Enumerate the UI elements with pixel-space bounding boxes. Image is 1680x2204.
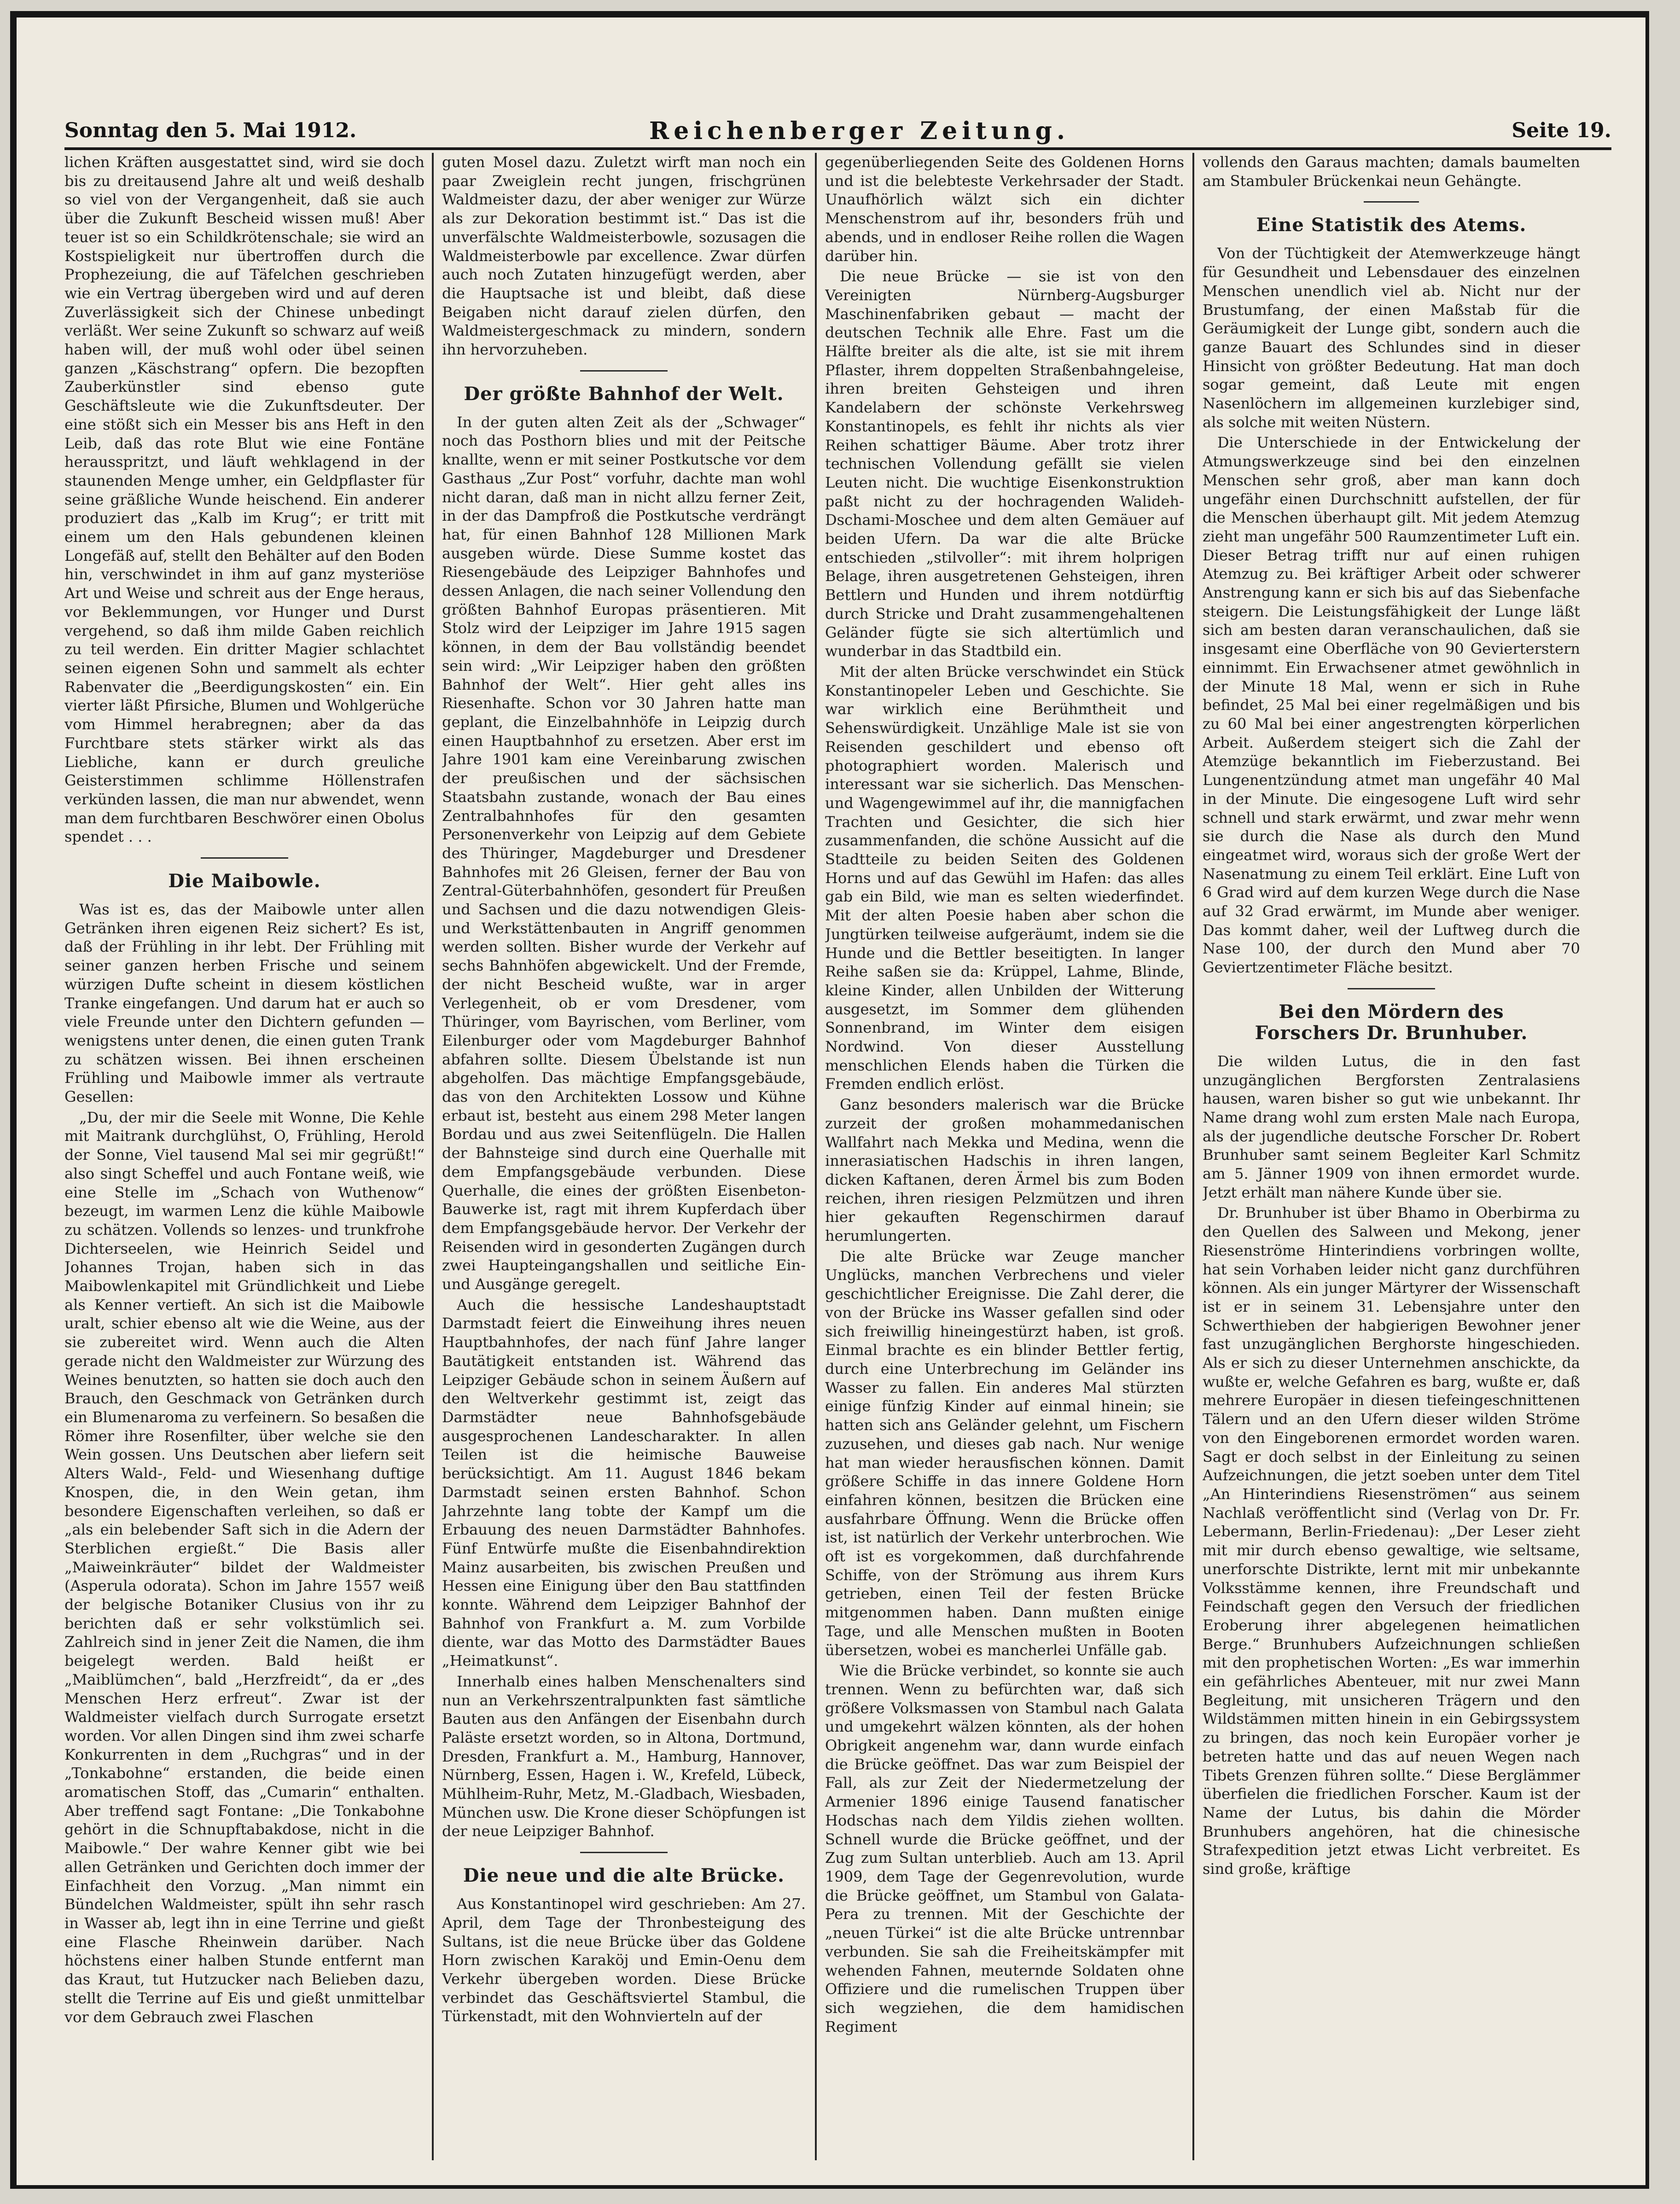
column-1 [64, 153, 424, 2160]
header-date: Sonntag den 5. Mai 1912. [64, 119, 357, 142]
article-text: Mit der alten Brücke verschwindet ein Stück Konstantinopeler Leben und Geschichte. Sie war wirklich eine Berühmtheit und Sehenswürdigkeit. Unzählige Male ist sie von Reisenden geschildert und ebenso oft photographiert worden. Malerisch und interessant war sie sicherlich. Das Menschen- und Wagengewimmel auf ihr, die mannigfachen Trachten und Gesichter, die sich hier zusammenfanden, die schöne Aussicht auf die Stadtteile zu beiden Seiten des Goldenen Horns und auf das Gewühl im Hafen: das alles gab ein Bild, wie man es selten wiederfindet. Mit der alten Poesie haben aber schon die Jungtürken teilweise aufgeräumt, indem sie die Hunde und die Bettler beseitigten. In langer Reihe saßen sie da: Krüppel, Lahme, Blinde, kleine Kinder, allen Unbilden der Witterung ausgesetzt, im Sommer dem glühenden Sonnenbrand, im Winter dem eisigen Nordwind. Von dieser Ausstellung menschlichen Elends haben die Türken die Fremden endlich erlöst. [825, 663, 1184, 1093]
column-4 [1203, 153, 1580, 2160]
article-text: Von der Tüchtigkeit der Atemwerkzeuge hängt für Gesundheit und Lebensdauer des einzelnen Menschen unendlich viel ab. Nicht nur der Brustumfang, der einen Maßstab für die Geräumigkeit der Lunge gibt, sondern auch die ganze Bauart des Schlundes sind in dieser Hinsicht von größter Bedeutung. Hat man doch sogar gemeint, daß Leute mit engen Nasenlöchern im allgemeinen kurzlebiger sind, als solche mit weiten Nüstern. [1203, 244, 1580, 431]
page-number: Seite 19. [1511, 119, 1611, 142]
masthead-title: Reichenberger Zeitung. [649, 117, 1070, 145]
column-3 [825, 153, 1184, 2160]
article-text: Innerhalb eines halben Menschenalters sind nun an Verkehrszentralpunkten fast sämtliche Bauten aus den Anfängen der Eisenbahn durch Paläste ersetzt worden, so in Altona, Dortmund, Dresden, Frankfurt a. M., Hamburg, Hannover, Nürnberg, Essen, Hagen i. W., Krefeld, Lübeck, Mühlheim-Ruhr, Metz, M.-Gladbach, Wiesbaden, München usw. Die Krone dieser Schöpfungen ist der neue Leipziger Bahnhof. [442, 1672, 806, 1840]
article-text: Die alte Brücke war Zeuge mancher Unglücks, manchen Verbrechens und vieler geschichtlicher Ereignisse. Die Zahl derer, die von der Brücke ins Wasser gefallen sind oder sich freiwillig hineingestürzt haben, ist groß. Einmal brachte es ein blinder Bettler fertig, durch eine Unterbrechung im Geländer ins Wasser zu fallen. Ein anderes Mal stürzten einige fünfzig Kinder auf einmal hinein; sie hatten sich ans Geländer gelehnt, um Fischern zuzusehen, und dieses gab nach. Nur wenige hat man wieder herausfischen können. Damit größere Schiffe in das innere Goldene Horn einfahren können, besitzen die Brücken eine ausfahrbare Öffnung. Wenn die Brücke offen ist, ist natürlich der Verkehr unterbrochen. Wie oft ist es vorgekommen, daß durchfahrende Schiffe, von der Strömung aus ihrem Kurs getrieben, einen Teil der festen Brücke mitgenommen haben. Dann mußten einige Tage, und alle Menschen mußten in Booten übersetzen, wobei es mancherlei Unfälle gab. [825, 1247, 1184, 1659]
article-text: Die neue Brücke — sie ist von den Vereinigten Nürnberg-Augsburger Maschinenfabriken gebaut — macht der deutschen Technik alle Ehre. Fast um die Hälfte breiter als die alte, ist sie mit ihrem Pflaster, ihrem doppelten Straßenbahngeleise, ihren breiten Gehsteigen und ihren Kandelabern der schönste Verkehrsweg Konstantinopels, es fehlt ihr nichts als vier Reihen schattiger Bäume. Aber trotz ihrer technischen Vollendung gefällt sie vielen Leuten nicht. Die wuchtige Eisenkonstruktion paßt nicht zu der hochragenden Walideh-Dschami-Moschee und dem alten Gemäuer auf beiden Ufern. Da war die alte Brücke entschieden „stilvoller“: mit ihrem holprigen Belage, ihren ausgetretenen Gehsteigen, ihren Bettlern und Hunden und ihrem notdürftig durch Stricke und Draht zusammengehaltenen Geländer fügte sie sich altertümlich und wunderbar in das Stadtbild ein. [825, 268, 1184, 660]
column-rule [815, 153, 817, 2160]
column-2 [442, 153, 806, 2160]
section-separator [1348, 988, 1435, 989]
article-title-brunhuber [1203, 1001, 1580, 1044]
article-text: In der guten alten Zeit als der „Schwager“ noch das Posthorn blies und mit der Peitsche knallte, wenn er mit seiner Postkutsche vor dem Gasthaus „Zur Post“ vorfuhr, dachte man wohl nicht daran, daß man in nicht allzu ferner Zeit, in der das Dampfroß die Postkutsche verdrängt hat, für einen Bahnhof 128 Millionen Mark ausgeben würde. Diese Summe kostet das Riesengebäude des Leipziger Bahnhofes und dessen Anlagen, die nach seiner Vollendung den größten Bahnhof Europas präsentieren. Mit Stolz wird der Leipziger im Jahre 1915 sagen können, in dem der Bau vollständig beendet sein wird: „Wir Leipziger haben den größten Bahnhof der Welt“. Hier geht alles ins Riesenhafte. Schon vor 30 Jahren hatte man geplant, die Einzelbahnhöfe in Leipzig durch einen Hauptbahnhof zu ersetzen. Aber erst im Jahre 1901 kam eine Vereinbarung zwischen der preußischen und der sächsischen Staatsbahn zustande, wonach der Bau eines Zentralbahnhofes für den gesamten Personenverkehr von Leipzig auf dem Gebiete des Thüringer, Magdeburger und Dresdener Bahnhofes mit 26 Gleisen, ferner der Bau von Zentral-Güterbahnhöfen, gesondert für Preußen und Sachsen und die dazu notwendigen Gleis- und Werkstättenbauten in Angriff genommen werden sollten. Bisher wurde der Verkehr auf sechs Bahnhöfen abgewickelt. Und der Fremde, der nicht Bescheid wußte, war in arger Verlegenheit, ob er vom Dresdener, vom Thüringer, vom Bayrischen, vom Berliner, vom Eilenburger oder vom Magdeburger Bahnhof abfahren sollte. Diesem Übelstande ist nun abgeholfen. Das mächtige Empfangsgebäude, das von den Architekten Lossow und Kühne erbaut ist, besteht aus einem 298 Meter langen Bordau und aus zwei Seitenflügeln. Die Hallen der Bahnsteige sind durch eine Querhalle mit dem Empfangsgebäude verbunden. Diese Querhalle, die eines der größten Eisenbeton-Bauwerke ist, ragt mit ihrem Kupferdach über dem Empfangsgebäude hervor. Der Verkehr der Reisenden wird in gesonderten Zugängen durch zwei Haupteingangshallen und seitliche Ein- und Ausgänge geregelt. [442, 413, 806, 1293]
article-title-atem: Eine Statistik des Atems. [1256, 214, 1527, 236]
article-text: Wie die Brücke verbindet, so konnte sie auch trennen. Wenn zu befürchten war, daß sich größere Volksmassen von Stambul nach Galata und umgekehrt wälzen könnten, als der hohen Obrigkeit angenehm war, dann wurde einfach die Brücke geöffnet. Das war zum Beispiel der Fall, als zur Zeit der Niedermetzelung der Armenier 1896 einige Tausend fanatischer Hodschas nach dem Yildis ziehen wollten. Schnell wurde die Brücke geöffnet, und der Zug zum Sultan unterblieb. Auch am 13. April 1909, dem Tage der Gegenrevolution, wurde die Brücke geöffnet, um Stambul von Galata-Pera zu trennen. Mit der Geschichte der „neuen Türkei“ ist die alte Brücke untrennbar verbunden. Sie sah die Freiheitskämpfer mit wehenden Fahnen, meuternde Soldaten ohne Offiziere und die rumelischen Truppen über sich wegziehen, die dem hamidischen Regiment [825, 1662, 1184, 2035]
column-rule [432, 153, 434, 2160]
section-separator [201, 857, 288, 859]
article-title-bahnhof: Der größte Bahnhof der Welt. [464, 383, 784, 405]
article-text: Dr. Brunhuber ist über Bhamo in Oberbirma zu den Quellen des Salween und Mekong, jener Riesenströme Hinterindiens vorbringen wollte, hat sein Vorhaben leider nicht ganz durchführen können. Als ein junger Märtyrer der Wissenschaft ist er in seinem 31. Lebensjahre unter den Schwerthieben der habgierigen Bewohner jener fast unzugänglichen Berghorste hingeschieden. Als er sich zu dieser Unternehmen anschickte, da wußte er, welche Gefahren es barg, wußte er, daß mehrere Europäer in diesen tiefeingeschnittenen Tälern und an den Ufern dieser wilden Ströme von den Eingeborenen ermordet worden waren. Sagt er doch selbst in der Einleitung zu seinen Aufzeichnungen, die jetzt soeben unter dem Titel „An Hinterindiens Riesenströmen“ aus seinem Nachlaß veröffentlicht sind (Verlag von Dr. Fr. Lebermann, Berlin-Friedenau): „Der Leser zieht mit mir durch ebenso gewaltige, wie seltsame, unerforschte Distrikte, lernt mit mir unbekannte Volksstämme kennen, ihre Freundschaft und Feindschaft gegen den Versuch der friedlichen Eroberung ihrer abgelegenen heimatlichen Berge.“ Brunhubers Aufzeichnungen schließen mit den prophetischen Worten: „Es war immerhin ein gefährliches Abenteuer, mit nur zwei Mann Begleitung, mit unsicheren Trägern und den Wildstämmen mitten hinein in ein Gebirgssystem zu bringen, das noch kein Europäer vorher je betreten hatte und das auf neuen Wegen nach Tibets Grenzen führen sollte.“ Diese Berglämmer überfielen die friedlichen Forscher. Kaum ist der Name der Lutus, bis dahin die Mörder Brunhubers angehören, hat die chinesische Strafexpedition jetzt etwas Licht verbreitet. Es sind große, kräftige [1203, 1204, 1580, 1878]
article-text: „Du, der mir die Seele mit Wonne, Die Kehle mit Maitrank durchglühst, O, Frühling, Herold der Sonne, Viel tausend Mal sei mir gegrüßt!“ also singt Scheffel und auch Fontane weiß, wie eine Stelle im „Schach von Wuthenow“ bezeugt, im warmen Lenz die kühle Maibowle zu schätzen. Vollends so lenzes- und trunkfrohe Dichterseelen, wie Heinrich Seidel und Johannes Trojan, haben sich in das Maibowlenkapitel mit Gründlichkeit und Liebe als Kenner vertieft. An sich ist die Maibowle uralt, schier ebenso alt wie die Weine, aus der sie zubereitet wird. Wenn auch die Alten gerade nicht den Waldmeister zur Würzung des Weines benutzten, so hatten sie doch auch den Brauch, den Geschmack von Getränken durch ein Blumenaroma zu verfeinern. So besaßen die Römer ihre Rosenfilter, über welche sie den Wein gossen. Uns Deutschen aber liefern seit Alters Wald-, Feld- und Wiesenhang duftige Knospen, die, in den Wein getan, ihm besondere Eigenschaften verleihen, so daß er „als ein belebender Saft sich in die Adern der Sterblichen ergießt.“ Die Basis aller „Maiweinkräuter“ bildet der Waldmeister (Asperula odorata). Schon im Jahre 1557 weiß der belgische Botaniker Clusius von ihr zu berichten daß er sehr volkstümlich sei. Zahlreich sind in jener Zeit die Namen, die ihm beigelegt werden. Bald heißt er „Maiblümchen“, bald „Herzfreidt“, da er „des Menschen Herz erfreut“. Zwar ist der Waldmeister vielfach durch Surrogate ersetzt worden. Vor allen Dingen sind ihm zwei scharfe Konkurrenten in dem „Ruchgras“ und in der „Tonkabohne“ erstanden, die beide einen aromatischen Stoff, das „Cumarin“ enthalten. Aber treffend sagt Fontane: „Die Tonkabohne gehört in die Schnupftabakdose, nicht in die Maibowle.“ Der wahre Kenner gibt wie bei allen Getränken und Gerichten doch immer der Einfachheit den Vorzug. „Man nimmt ein Bündelchen Waldmeister, spült ihn sehr rasch in Wasser ab, legt ihn in eine Terrine und gießt eine Flasche Rheinwein darüber. Nach höchstens einer halben Stunde entfernt man das Kraut, tut Hutzucker nach Belieben dazu, stellt die Terrine auf Eis und gießt unmittelbar vor dem Gebrauch zwei Flaschen [64, 1108, 424, 2026]
section-separator [580, 370, 668, 372]
article-title-bruecke: Die neue und die alte Brücke. [463, 1865, 785, 1887]
section-separator [580, 1852, 668, 1853]
article-text: Die Unterschiede in der Entwickelung der Atmungswerkzeuge sind bei den einzelnen Menschen sehr groß, aber man kann doch ungefähr einen Durchschnitt aufstellen, der für die Menschen überhaupt gilt. Mit jedem Atemzug zieht man ungefähr 500 Raumzentimeter Luft ein. Dieser Betrag trifft nur auf einen ruhigen Atemzug zu. Bei kräftiger Arbeit oder schwerer Anstrengung kann er sich bis auf das Siebenfache steigern. Die Leistungsfähigkeit der Lunge läßt sich am besten daran veranschaulichen, daß sie insgesamt eine Oberfläche von 90 Gevierterstern einnimmt. Ein Erwachsener atmet gewöhnlich in der Minute 18 Mal, wenn er sich in Ruhe befindet, 25 Mal bei einer regelmäßigen und bis zu 60 Mal bei einer angestrengten körperlichen Arbeit. Außerdem steigert sich die Zahl der Atemzüge bekanntlich im Fieberzustand. Bei Lungenentzündung atmet man ungefähr 40 Mal in der Minute. Die eingesogene Luft wird sehr schnell und stark erwärmt, und zwar mehr wenn sie durch die Nase als durch den Mund eingeatmet wird, woraus sich der große Wert der Nasenatmung zu einem Teil erklärt. Eine Luft von 6 Grad wird auf dem kurzen Wege durch die Nase auf 32 Grad erwärmt, im Munde aber weniger. Das kommt daher, weil der Luftweg durch die Nase 100, der durch den Mund aber 70 Geviertzentimeter Fläche besitzt. [1203, 434, 1580, 977]
article-text: Auch die hessische Landeshauptstadt Darmstadt feiert die Einweihung ihres neuen Hauptbahnhofes, der nach fünf Jahre langer Bautätigkeit entstanden ist. Während das Leipziger Gebäude schon in seinem Äußern auf den Weltverkehr gestimmt ist, zeigt das Darmstädter neue Bahnhofsgebäude ausgesprochenen Landescharakter. In allen Teilen ist die heimische Bauweise berücksichtigt. Am 11. August 1846 bekam Darmstadt seinen ersten Bahnhof. Schon Jahrzehnte lang tobte der Kampf um die Erbauung des neuen Darmstädter Bahnhofes. Fünf Entwürfe mußte die Eisenbahndirektion Mainz ausarbeiten, bis zwischen Preußen und Hessen eine Einigung über den Bau stattfinden konnte. Während dem Leipziger Bahnhof der Bahnhof von Frankfurt a. M. zum Vorbilde diente, war das Motto des Darmstädter Baues „Heimatkunst“. [442, 1296, 806, 1670]
article-title-maibowle: Die Maibowle. [168, 870, 321, 892]
title-line-1: Bei den Mördern des [1279, 1000, 1504, 1023]
section-separator [1364, 201, 1419, 203]
title-line-2: Forschers Dr. Brunhuber. [1255, 1022, 1528, 1044]
article-text: Aus Konstantinopel wird geschrieben: Am 27. April, dem Tage der Thronbesteigung des Sultans, ist die neue Brücke über das Goldene Horn zwischen Karaköj und Emin-Oenu dem Verkehr übergeben worden. Diese Brücke verbindet das Geschäftsviertel Stambul, die Türkenstadt, mit den Wohnvierteln auf der [442, 1895, 806, 2025]
column-rule [1192, 153, 1194, 2160]
article-text: Ganz besonders malerisch war die Brücke zurzeit der großen mohammedanischen Wallfahrt nach Mekka und Medina, wenn die innerasiatischen Hadschis in ihren langen, dicken Kaftanen, deren Ärmel bis zum Boden reichen, ihren riesigen Pelzmützen und ihren hier gekauften Regenschirmen darauf herumlungerten. [825, 1096, 1184, 1245]
article-text: guten Mosel dazu. Zuletzt wirft man noch ein paar Zweiglein recht jungen, frischgrünen Waldmeister dazu, der aber weniger zur Würze als zur Dekoration bestimmt ist.“ Das ist die unverfälschte Waldmeisterbowle, sozusagen die Waldmeisterbowle par excellence. Zwar dürfen auch noch Zutaten hinzugefügt werden, aber die Hauptsache ist und bleibt, daß diese Beigaben nicht darauf zielen dürfen, den Waldmeistergeschmack zu mindern, sondern ihn hervorzuheben. [442, 153, 806, 359]
article-text: vollends den Garaus machten; damals baumelten am Stambuler Brückenkai neun Gehängte. [1203, 153, 1580, 190]
article-text: Was ist es, das der Maibowle unter allen Getränken ihren eigenen Reiz sichert? Es ist, daß der Frühling in ihr lebt. Der Frühling mit seiner ganzen herben Frische und seinem würzigen Dufte scheint in diesem köstlichen Tranke eingefangen. Und darum hat er auch so viele Freunde unter den Dichtern gefunden — wenigstens unter denen, die einen guten Trank zu schätzen wissen. Bei ihnen erscheinen Frühling und Maibowle immer als vertraute Gesellen: [64, 901, 424, 1106]
newspaper-header [64, 115, 1611, 150]
article-text: gegenüberliegenden Seite des Goldenen Horns und ist die belebteste Verkehrsader der Stadt. Unaufhörlich wälzt sich ein dichter Menschenstrom auf ihr, besonders früh und abends, und in endloser Reihe rollen die Wagen darüber hin. [825, 153, 1184, 265]
article-text: lichen Kräften ausgestattet sind, wird sie doch bis zu dreitausend Jahre alt und weiß deshalb so viel von der Vergangenheit, daß sie auch über die Zukunft Bescheid wissen muß! Aber teuer ist so ein Schildkrötenschale; sie wird an Kostspieligkeit nur übertroffen durch die Prophezeiung, die auf Täfelchen geschrieben wie ein Vertrag übergeben wird und auf deren Zuverlässigkeit sich der Chinese unbedingt verläßt. Wer seine Zukunft so schwarz auf weiß haben will, der muß wohl oder übel seinen ganzen „Käschstrang“ opfern. Die bezopften Zauberkünstler sind ebenso gute Geschäftsleute wie die Zukunftsdeuter. Der eine stößt sich ein Messer bis ans Heft in den Leib, daß das rote Blut wie eine Fontäne herausspritzt, und läuft wehklagend in der staunenden Menge umher, ein Geldpflaster für seine gräßliche Wunde heischend. Ein anderer produziert das „Kalb im Krug“; er tritt mit einem um den Hals gebundenen kleinen Longefäß auf, stellt den Behälter auf den Boden hin, verschwindet in ihm auf ganz mysteriöse Art und Weise und schreit aus der Enge heraus, vor Beklemmungen, vor Hunger und Durst vergehend, so daß ihm milde Gaben reichlich zu teil werden. Ein dritter Magier schlachtet seinen eigenen Sohn und sammelt als echter Rabenvater die „Beerdigungskosten“ ein. Ein vierter läßt Pfirsiche, Blumen und Wohlgerüche vom Himmel herabregnen; aber da das Furchtbare stets stärker wirkt als das Liebliche, kann er durch greuliche Geisterstimmen schlimme Höllenstrafen verkünden lassen, die man nur abwendet, wenn man dem furchtbaren Beschwörer einen Obolus spendet . . . [64, 153, 424, 846]
article-text: Die wilden Lutus, die in den fast unzugänglichen Bergforsten Zentralasiens hausen, waren bisher so gut wie unbekannt. Ihr Name drang wohl zum ersten Male nach Europa, als der jugendliche deutsche Forscher Dr. Robert Brunhuber samt seinem Begleiter Karl Schmitz am 5. Jänner 1909 von ihnen ermordet wurde. Jetzt erhält man nähere Kunde über sie. [1203, 1052, 1580, 1201]
